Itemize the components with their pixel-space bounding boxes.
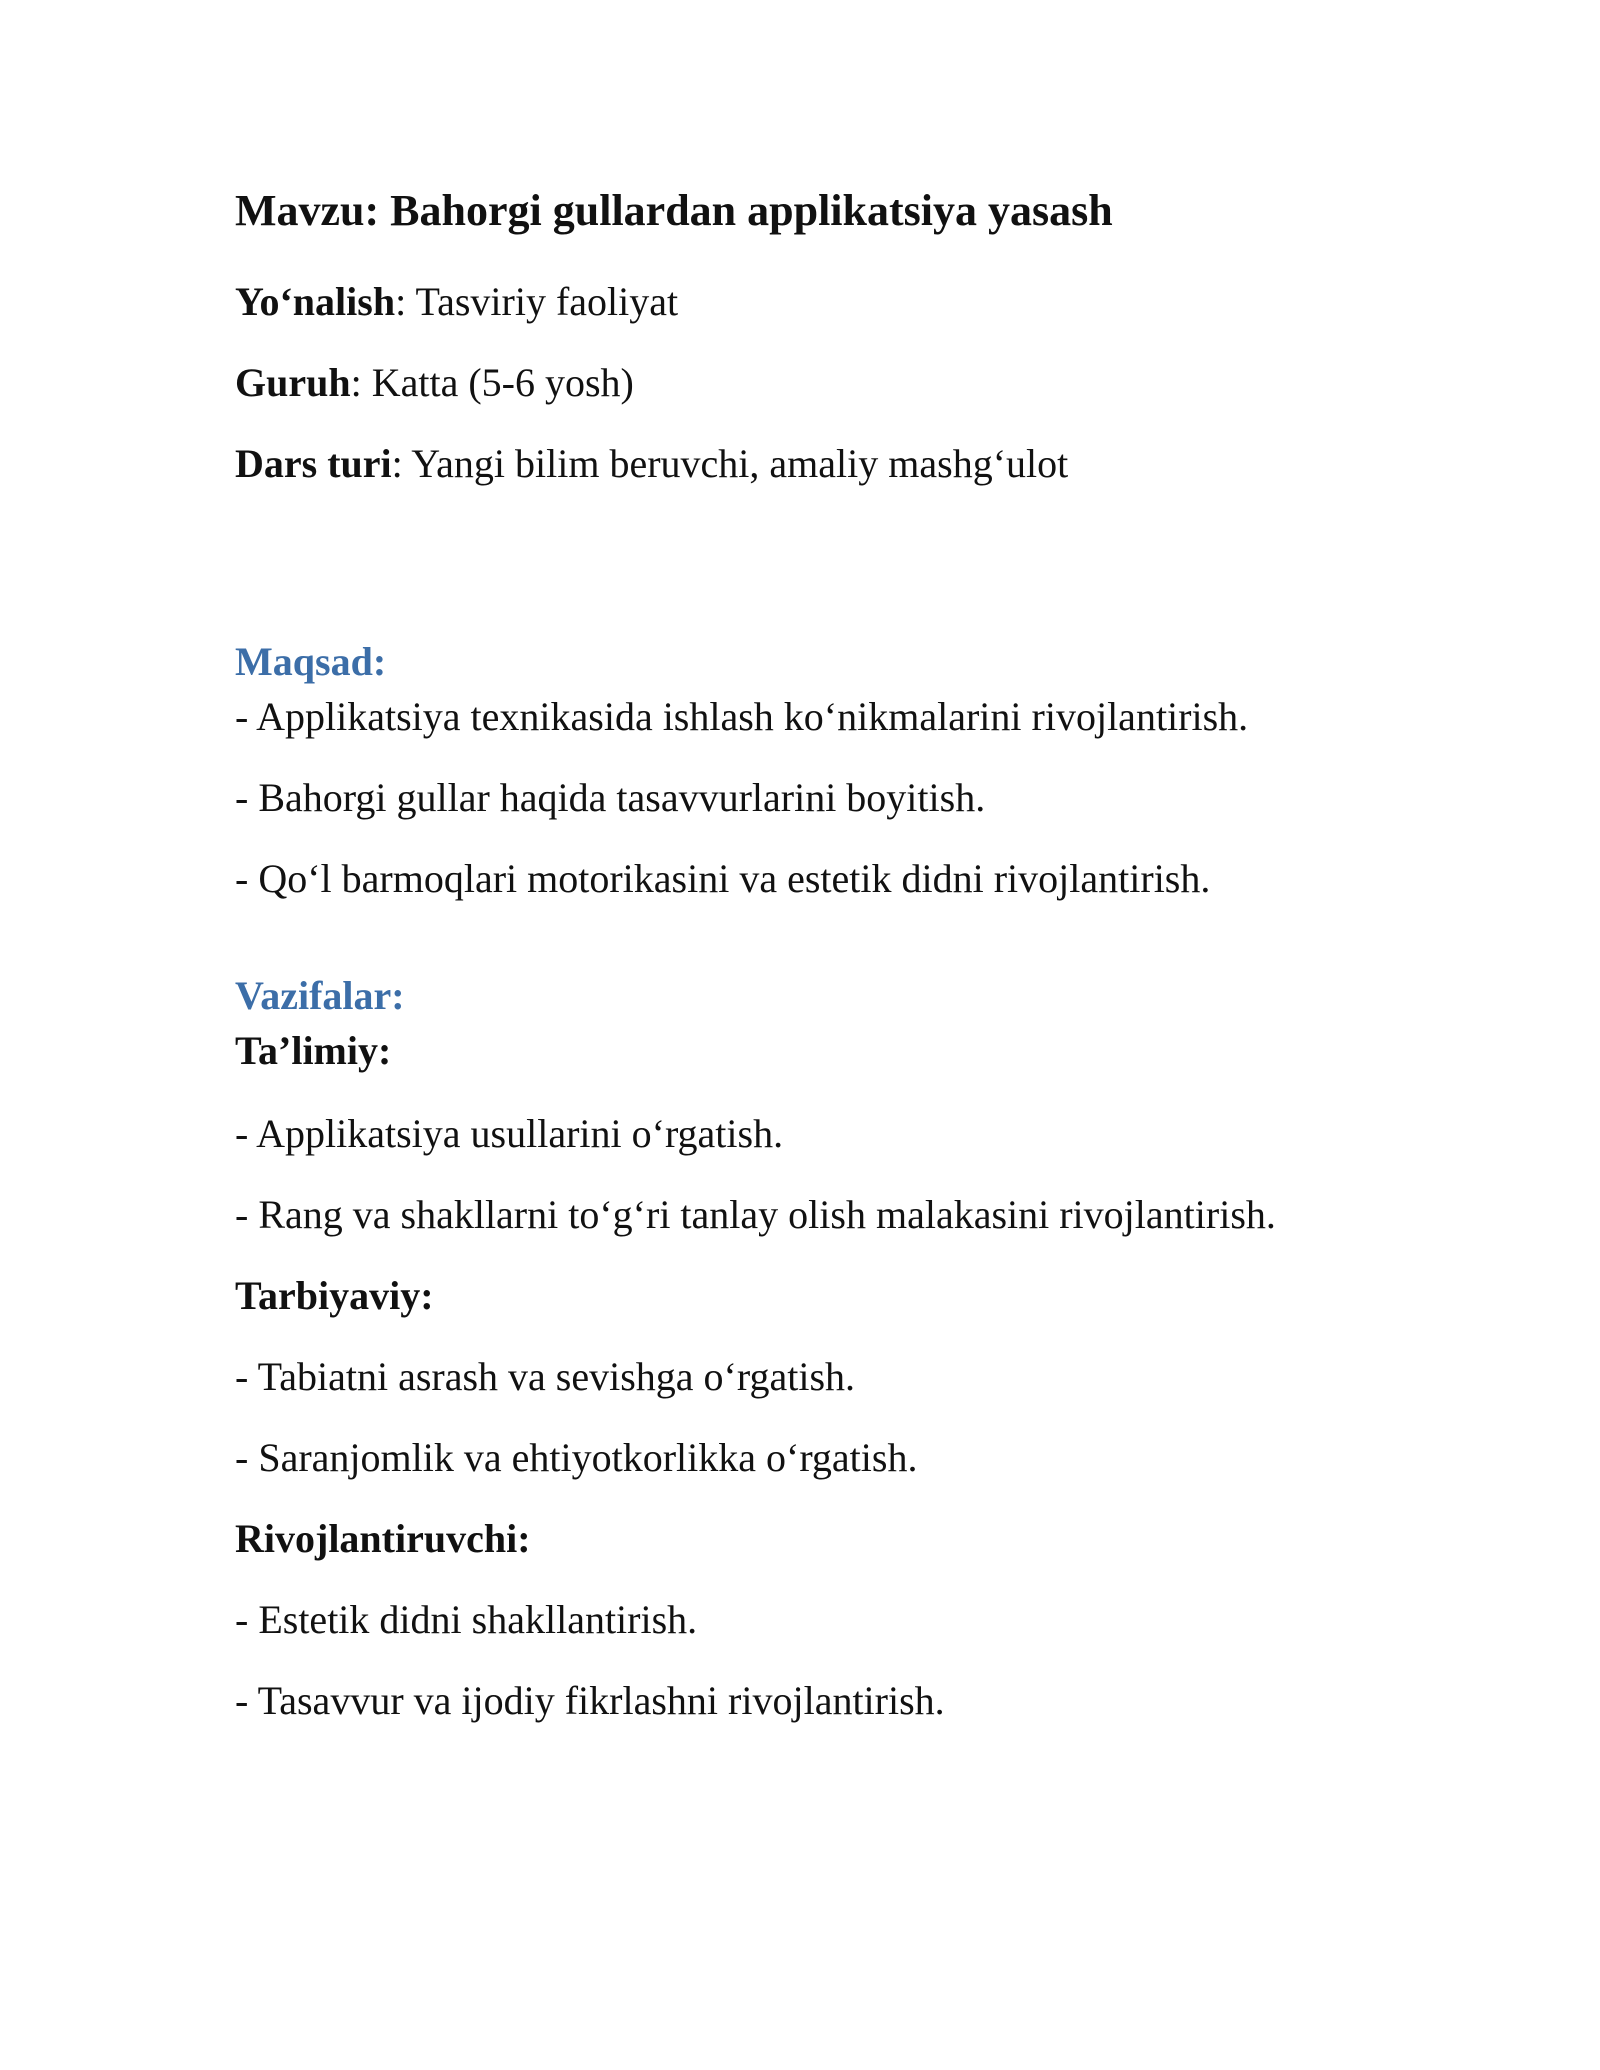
list-item: - Saranjomlik va ehtiyotkorlikka o‘rgatish.: [235, 1435, 918, 1480]
meta-label: Dars turi: [235, 441, 392, 486]
meta-value: : Yangi bilim beruvchi, amaliy mashg‘ulot: [391, 441, 1069, 486]
document-title: Mavzu: Bahorgi gullardan applikatsiya yasash: [235, 186, 1113, 235]
list-item: - Tasavvur va ijodiy fikrlashni rivojlantirish.: [235, 1678, 945, 1723]
list-item: - Tabiatni asrash va sevishga o‘rgatish.: [235, 1354, 856, 1399]
list-item: - Bahorgi gullar haqida tasavvurlarini boyitish.: [235, 775, 986, 820]
list-item: - Applikatsiya usullarini o‘rgatish.: [235, 1111, 784, 1156]
list-item: - Rang va shakllarni to‘g‘ri tanlay olish malakasini rivojlantirish.: [235, 1192, 1276, 1237]
tarbiyaviy-heading: Tarbiyaviy:: [235, 1273, 434, 1318]
vazifalar-heading: Vazifalar:: [235, 973, 405, 1018]
meta-value: : Tasviriy faoliyat: [395, 279, 679, 324]
meta-value: : Katta (5-6 yosh): [350, 360, 634, 405]
list-item: - Estetik didni shakllantirish.: [235, 1597, 698, 1642]
maqsad-heading: Maqsad:: [235, 639, 387, 684]
meta-label: Guruh: [235, 360, 351, 405]
meta-yonalish: [235, 278, 678, 325]
list-item: - Applikatsiya texnikasida ishlash ko‘nikmalarini rivojlantirish.: [235, 694, 1249, 739]
talimiy-heading: Ta’limiy:: [235, 1028, 392, 1073]
list-item: - Qo‘l barmoqlari motorikasini va estetik didni rivojlantirish.: [235, 856, 1211, 901]
meta-guruh: [235, 359, 634, 406]
meta-label: Yo‘nalish: [235, 279, 396, 324]
meta-dars-turi: [235, 440, 1068, 487]
rivojlantiruvchi-heading: Rivojlantiruvchi:: [235, 1516, 531, 1561]
